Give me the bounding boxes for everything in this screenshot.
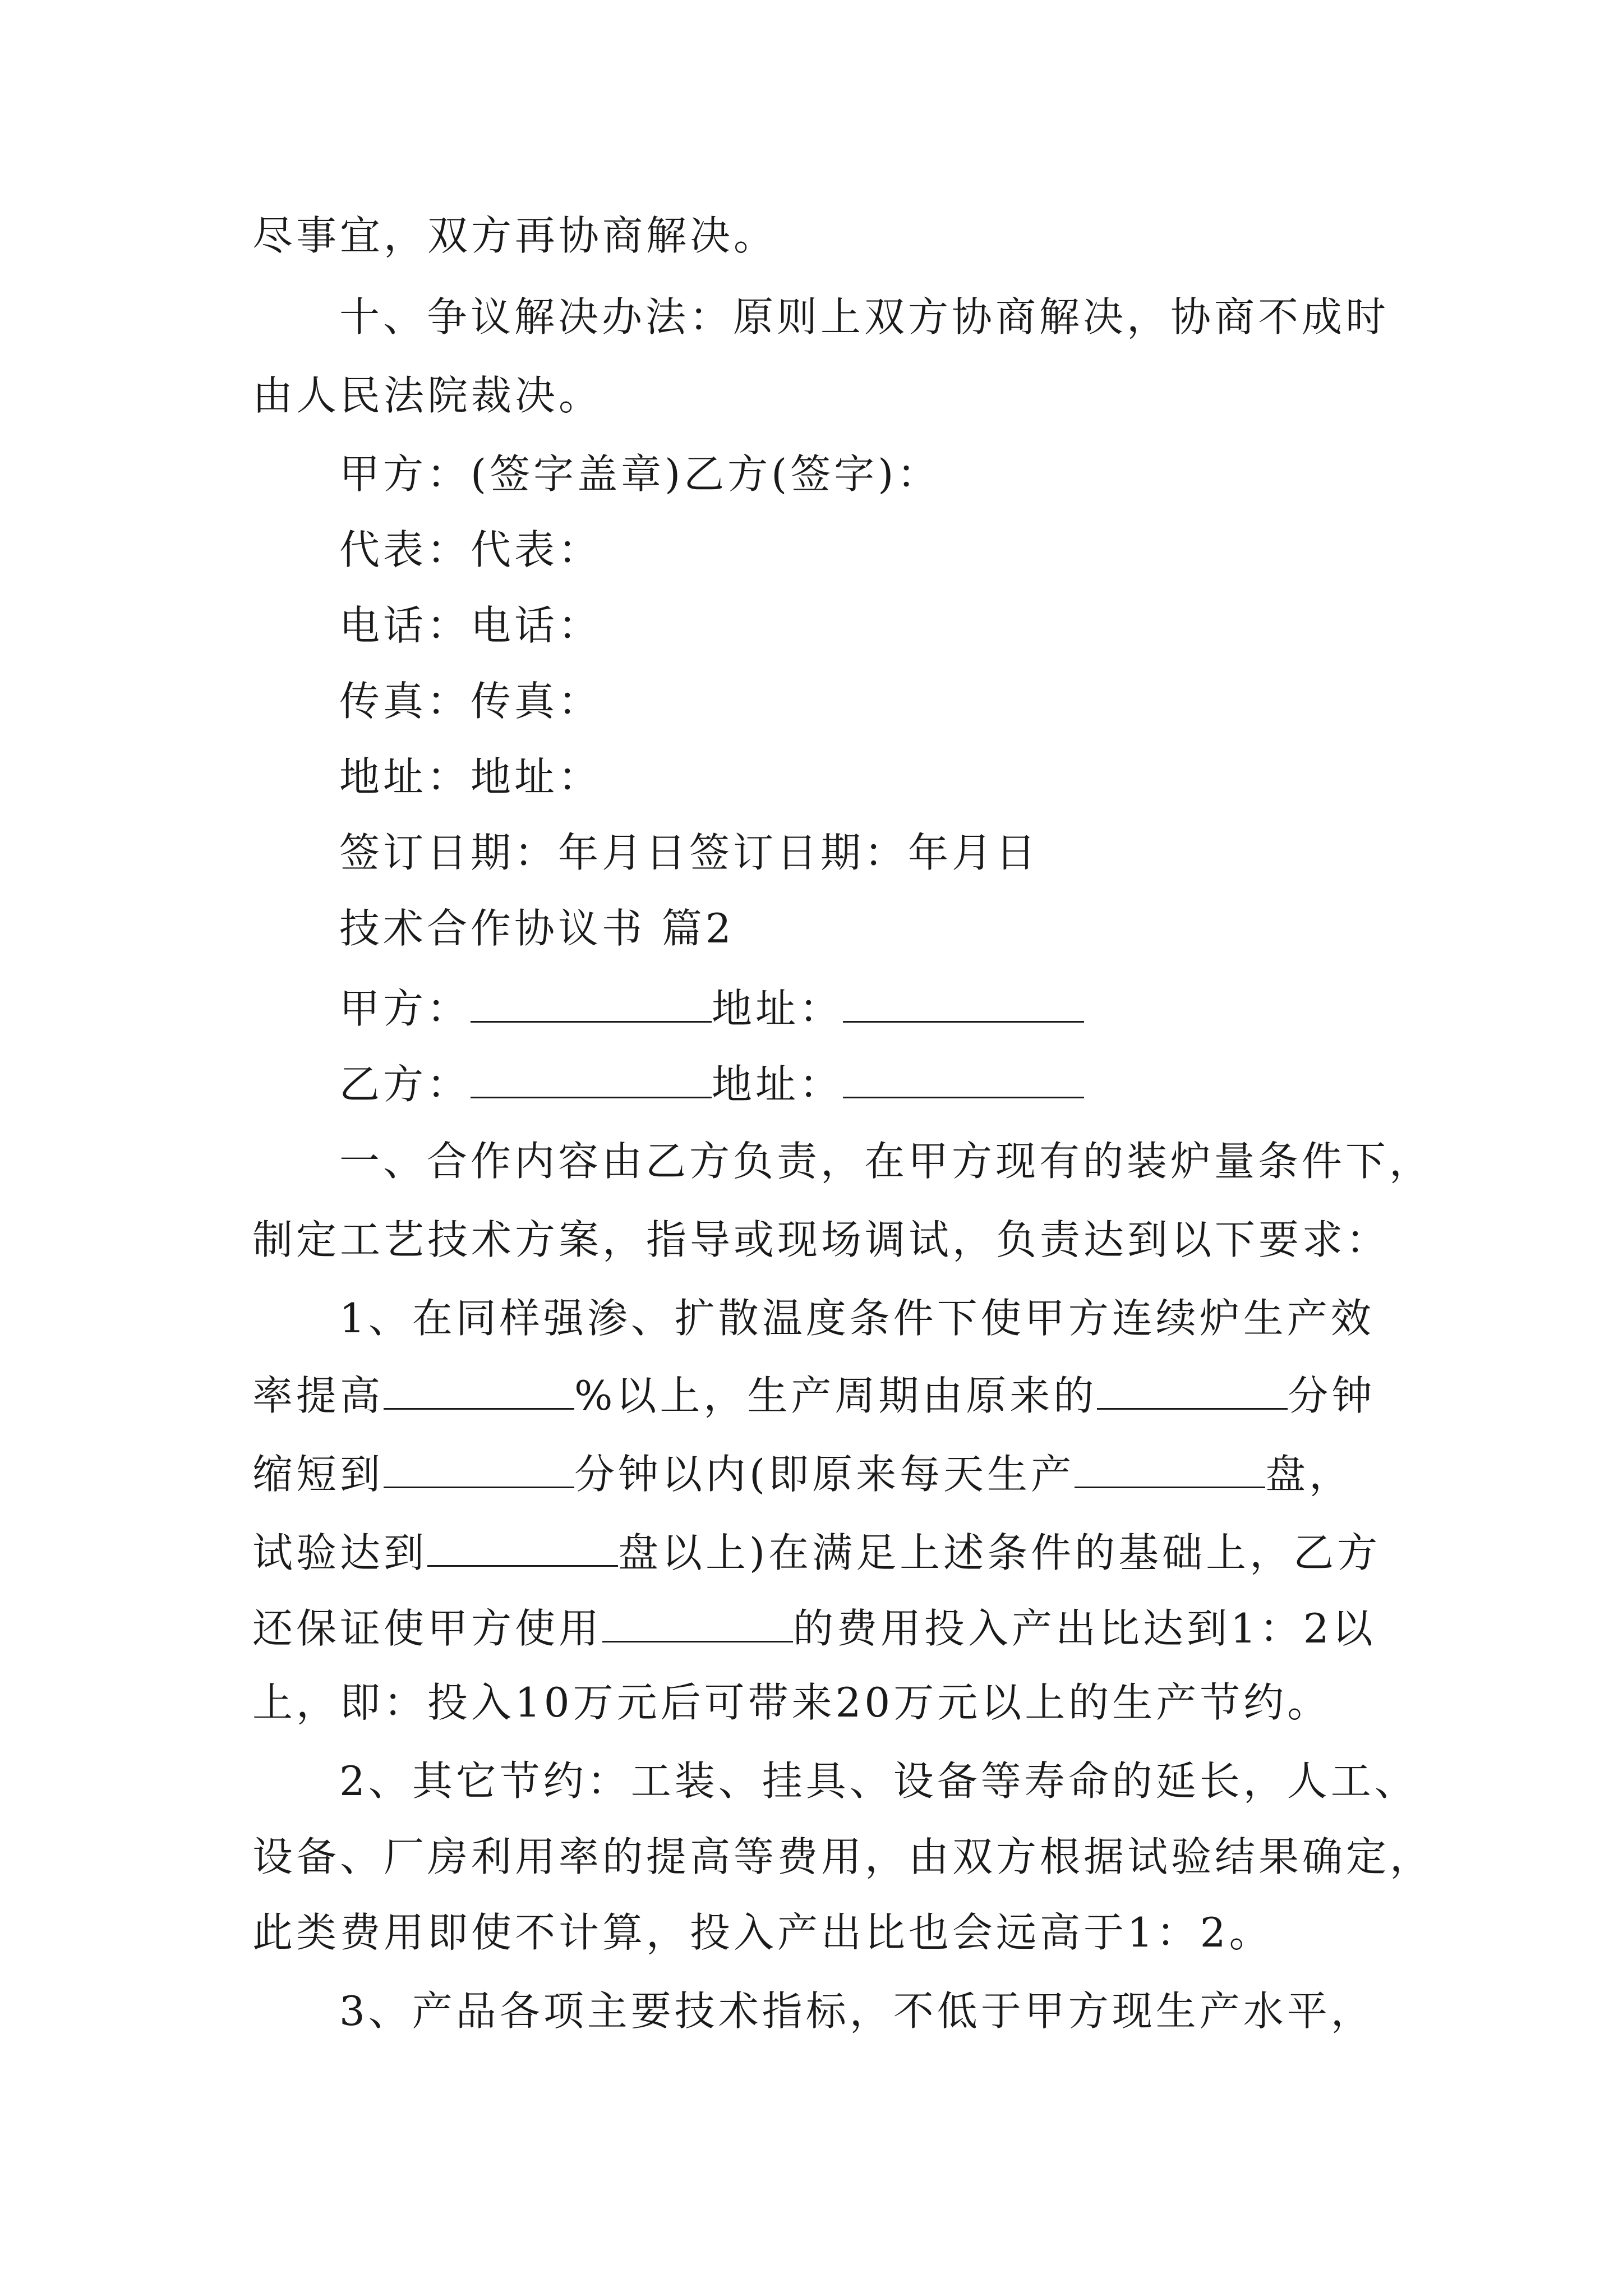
party-b-address-blank[interactable] xyxy=(843,1057,1084,1098)
text-fragment: 试验达到 xyxy=(252,1529,428,1576)
efficiency-percent-blank[interactable] xyxy=(384,1369,574,1410)
original-cycle-blank[interactable] xyxy=(1097,1369,1288,1410)
text-fragment: 分钟以内(即原来每天生产 xyxy=(574,1451,1075,1498)
fax-line: 传真：传真： xyxy=(339,678,602,725)
party-b-label: 乙方： xyxy=(339,1061,471,1108)
signing-date-line: 签订日期：年月日签订日期：年月日 xyxy=(339,829,1040,876)
target-cycle-blank[interactable] xyxy=(384,1447,574,1488)
usage-blank[interactable] xyxy=(602,1602,793,1642)
text-fragment: %以上，生产周期由原来的 xyxy=(574,1372,1098,1419)
party-b-name-blank[interactable] xyxy=(471,1057,712,1098)
text-line-clause-1: 一、合作内容由乙方负责，在甲方现有的装炉量条件下， xyxy=(339,1138,1433,1185)
party-a-address-blank[interactable] xyxy=(843,982,1084,1023)
text-line: 此类费用即使不计算，投入产出比也会远高于1：2。 xyxy=(252,1909,1273,1956)
text-fragment: 还保证使甲方使用 xyxy=(252,1605,603,1652)
text-line: 由人民法院裁决。 xyxy=(252,372,603,419)
text-line-item-3: 3、产品各项主要技术指标，不低于甲方现生产水平， xyxy=(339,1987,1375,2035)
text-line: 制定工艺技术方案，指导或现场调试，负责达到以下要求： xyxy=(252,1216,1390,1263)
text-line-item-2: 2、其它节约：工装、挂具、设备等寿命的延长，人工、 xyxy=(339,1757,1418,1805)
cycle-line xyxy=(252,1447,1402,1499)
text-line: 尽事宜，双方再协商解决。 xyxy=(252,212,778,259)
representative-line: 代表：代表： xyxy=(339,526,602,573)
signature-party-line: 甲方：(签字盖章)乙方(签字)： xyxy=(339,450,941,498)
text-fragment: 盘以上)在满足上述条件的基础上，乙方 xyxy=(618,1529,1381,1576)
daily-output-blank[interactable] xyxy=(1075,1447,1265,1488)
text-fragment: 盘， xyxy=(1265,1451,1353,1498)
party-b-line xyxy=(339,1057,1489,1110)
phone-line: 电话：电话： xyxy=(339,602,602,649)
section-title: 技术合作协议书 篇2 xyxy=(339,905,735,952)
text-line: 设备、厂房利用率的提高等费用，由双方根据试验结果确定， xyxy=(252,1833,1434,1880)
party-a-name-blank[interactable] xyxy=(471,982,712,1023)
address-line: 地址：地址： xyxy=(339,753,602,800)
text-fragment: 率提高 xyxy=(252,1372,384,1419)
trial-output-blank[interactable] xyxy=(427,1526,618,1567)
text-line-clause-10: 十、争议解决办法：原则上双方协商解决，协商不成时 xyxy=(339,293,1390,341)
text-fragment: 分钟 xyxy=(1288,1372,1376,1419)
party-a-label: 甲方： xyxy=(339,985,471,1032)
party-b-address-label: 地址： xyxy=(712,1061,843,1108)
trial-line xyxy=(252,1526,1402,1578)
party-a-address-label: 地址： xyxy=(712,985,843,1032)
text-fragment: 的费用投入产出比达到1：2以 xyxy=(793,1605,1376,1652)
text-fragment: 缩短到 xyxy=(252,1451,384,1498)
efficiency-line xyxy=(252,1369,1402,1421)
cost-ratio-line xyxy=(252,1602,1402,1654)
party-a-line xyxy=(339,982,1489,1034)
text-line: 上，即：投入10万元后可带来20万元以上的生产节约。 xyxy=(252,1679,1331,1726)
text-line-item-1: 1、在同样强渗、扩散温度条件下使甲方连续炉生产效 xyxy=(339,1295,1375,1342)
